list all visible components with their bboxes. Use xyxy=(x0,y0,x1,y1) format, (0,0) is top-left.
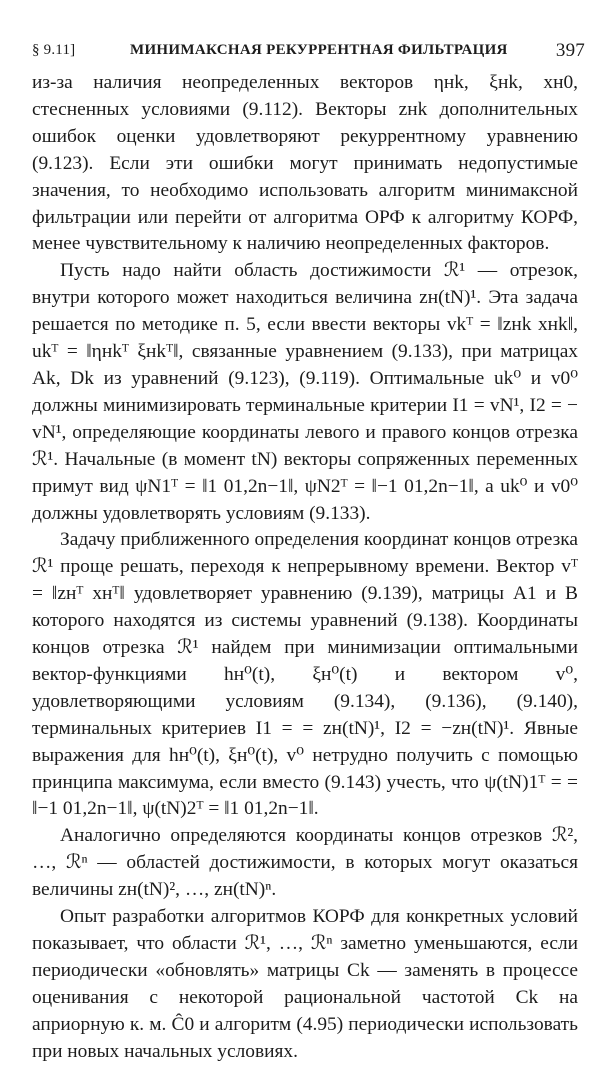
running-title: МИНИМАКСНАЯ РЕКУРРЕНТНАЯ ФИЛЬТРАЦИЯ xyxy=(130,42,508,58)
section-label: § 9.11] xyxy=(32,42,76,58)
paragraph-other-segments: Аналогично определяются координаты концов отрезков ℛ², …, ℛⁿ — областей достижимости, в которых могут оказаться величины zн(tN)², …, zн(tN)ⁿ. xyxy=(32,825,578,901)
page-header xyxy=(32,38,585,66)
paragraph-continuous-time: Задачу приближенного определения координат концов отрезка ℛ¹ проще решать, переходя к непрерывному времени. Вектор vᵀ = ‖zнᵀ xнᵀ‖ удовлетворяет уравнению (9.139), матрицы A1 и B которого находятся из системы уравнений (9.138). Координаты концов отрезка ℛ¹ найдем при минимизации оптимальными вектор-функциями hн⁰(t), ξн⁰(t) и вектором v⁰, удовлетворяющими условиям (9.134), (9.136), (9.140), терминальных критериев I1 = = zн(tN)¹, I2 = −zн(tN)¹. Явные выражения для hн⁰(t), ξн⁰(t), v⁰ нетрудно получить с помощью принципа максимума, если вместо (9.143) учесть, что ψ(tN)1ᵀ = = ‖−1 01,2n−1‖, ψ(tN)2ᵀ = ‖1 01,2n−1‖. xyxy=(32,529,578,820)
paragraph-reachability-region: Пусть надо найти область достижимости ℛ¹ — отрезок, внутри которого может находиться величина zн(tN)¹. Эта задача решается по методике п. 5, если ввести векторы vkᵀ = ‖zнk xнk‖, ukᵀ = ‖ηнkᵀ ξнkᵀ‖, связанные уравнением (9.133), при матрицах Ak, Dk из уравнений (9.123), (9.119). Оптимальные uk⁰ и v0⁰ должны минимизировать терминальные критерии I1 = vN¹, I2 = − vN¹, определяющие координаты левого и правого концов отрезка ℛ¹. Начальные (в момент tN) векторы сопряженных переменных примут вид ψN1ᵀ = ‖1 01,2n−1‖, ψN2ᵀ = ‖−1 01,2n−1‖, а uk⁰ и v0⁰ должны удовлетворять условиям (9.133). xyxy=(32,260,578,524)
paragraph-continuation: из-за наличия неопределенных векторов ηнk, ξнk, xн0, стесненных условиями (9.112). Векторы zнk дополнительных ошибок оценки удовлетворяют рекуррентному уравнению (9.123). Если эти ошибки могут принимать недопустимые значения, то необходимо использовать алгоритм минимаксной фильтрации или перейти от алгоритма ОРФ к алгоритму КОРФ, менее чувствительному к наличию неопределенных факторов. xyxy=(32,72,578,255)
paragraph-korf-experience: Опыт разработки алгоритмов КОРФ для конкретных условий показывает, что области ℛ¹, …, ℛⁿ заметно уменьшаются, если периодически «обновлять» матрицы Ck — заменять в процессе оценивания с некоторой рациональной частотой Ck на априорную к. м. Ĉ0 и алгоритм (4.95) периодически использовать при новых начальных условиях. xyxy=(32,906,578,1062)
page-body xyxy=(32,70,578,1066)
page-number: 397 xyxy=(555,40,585,61)
